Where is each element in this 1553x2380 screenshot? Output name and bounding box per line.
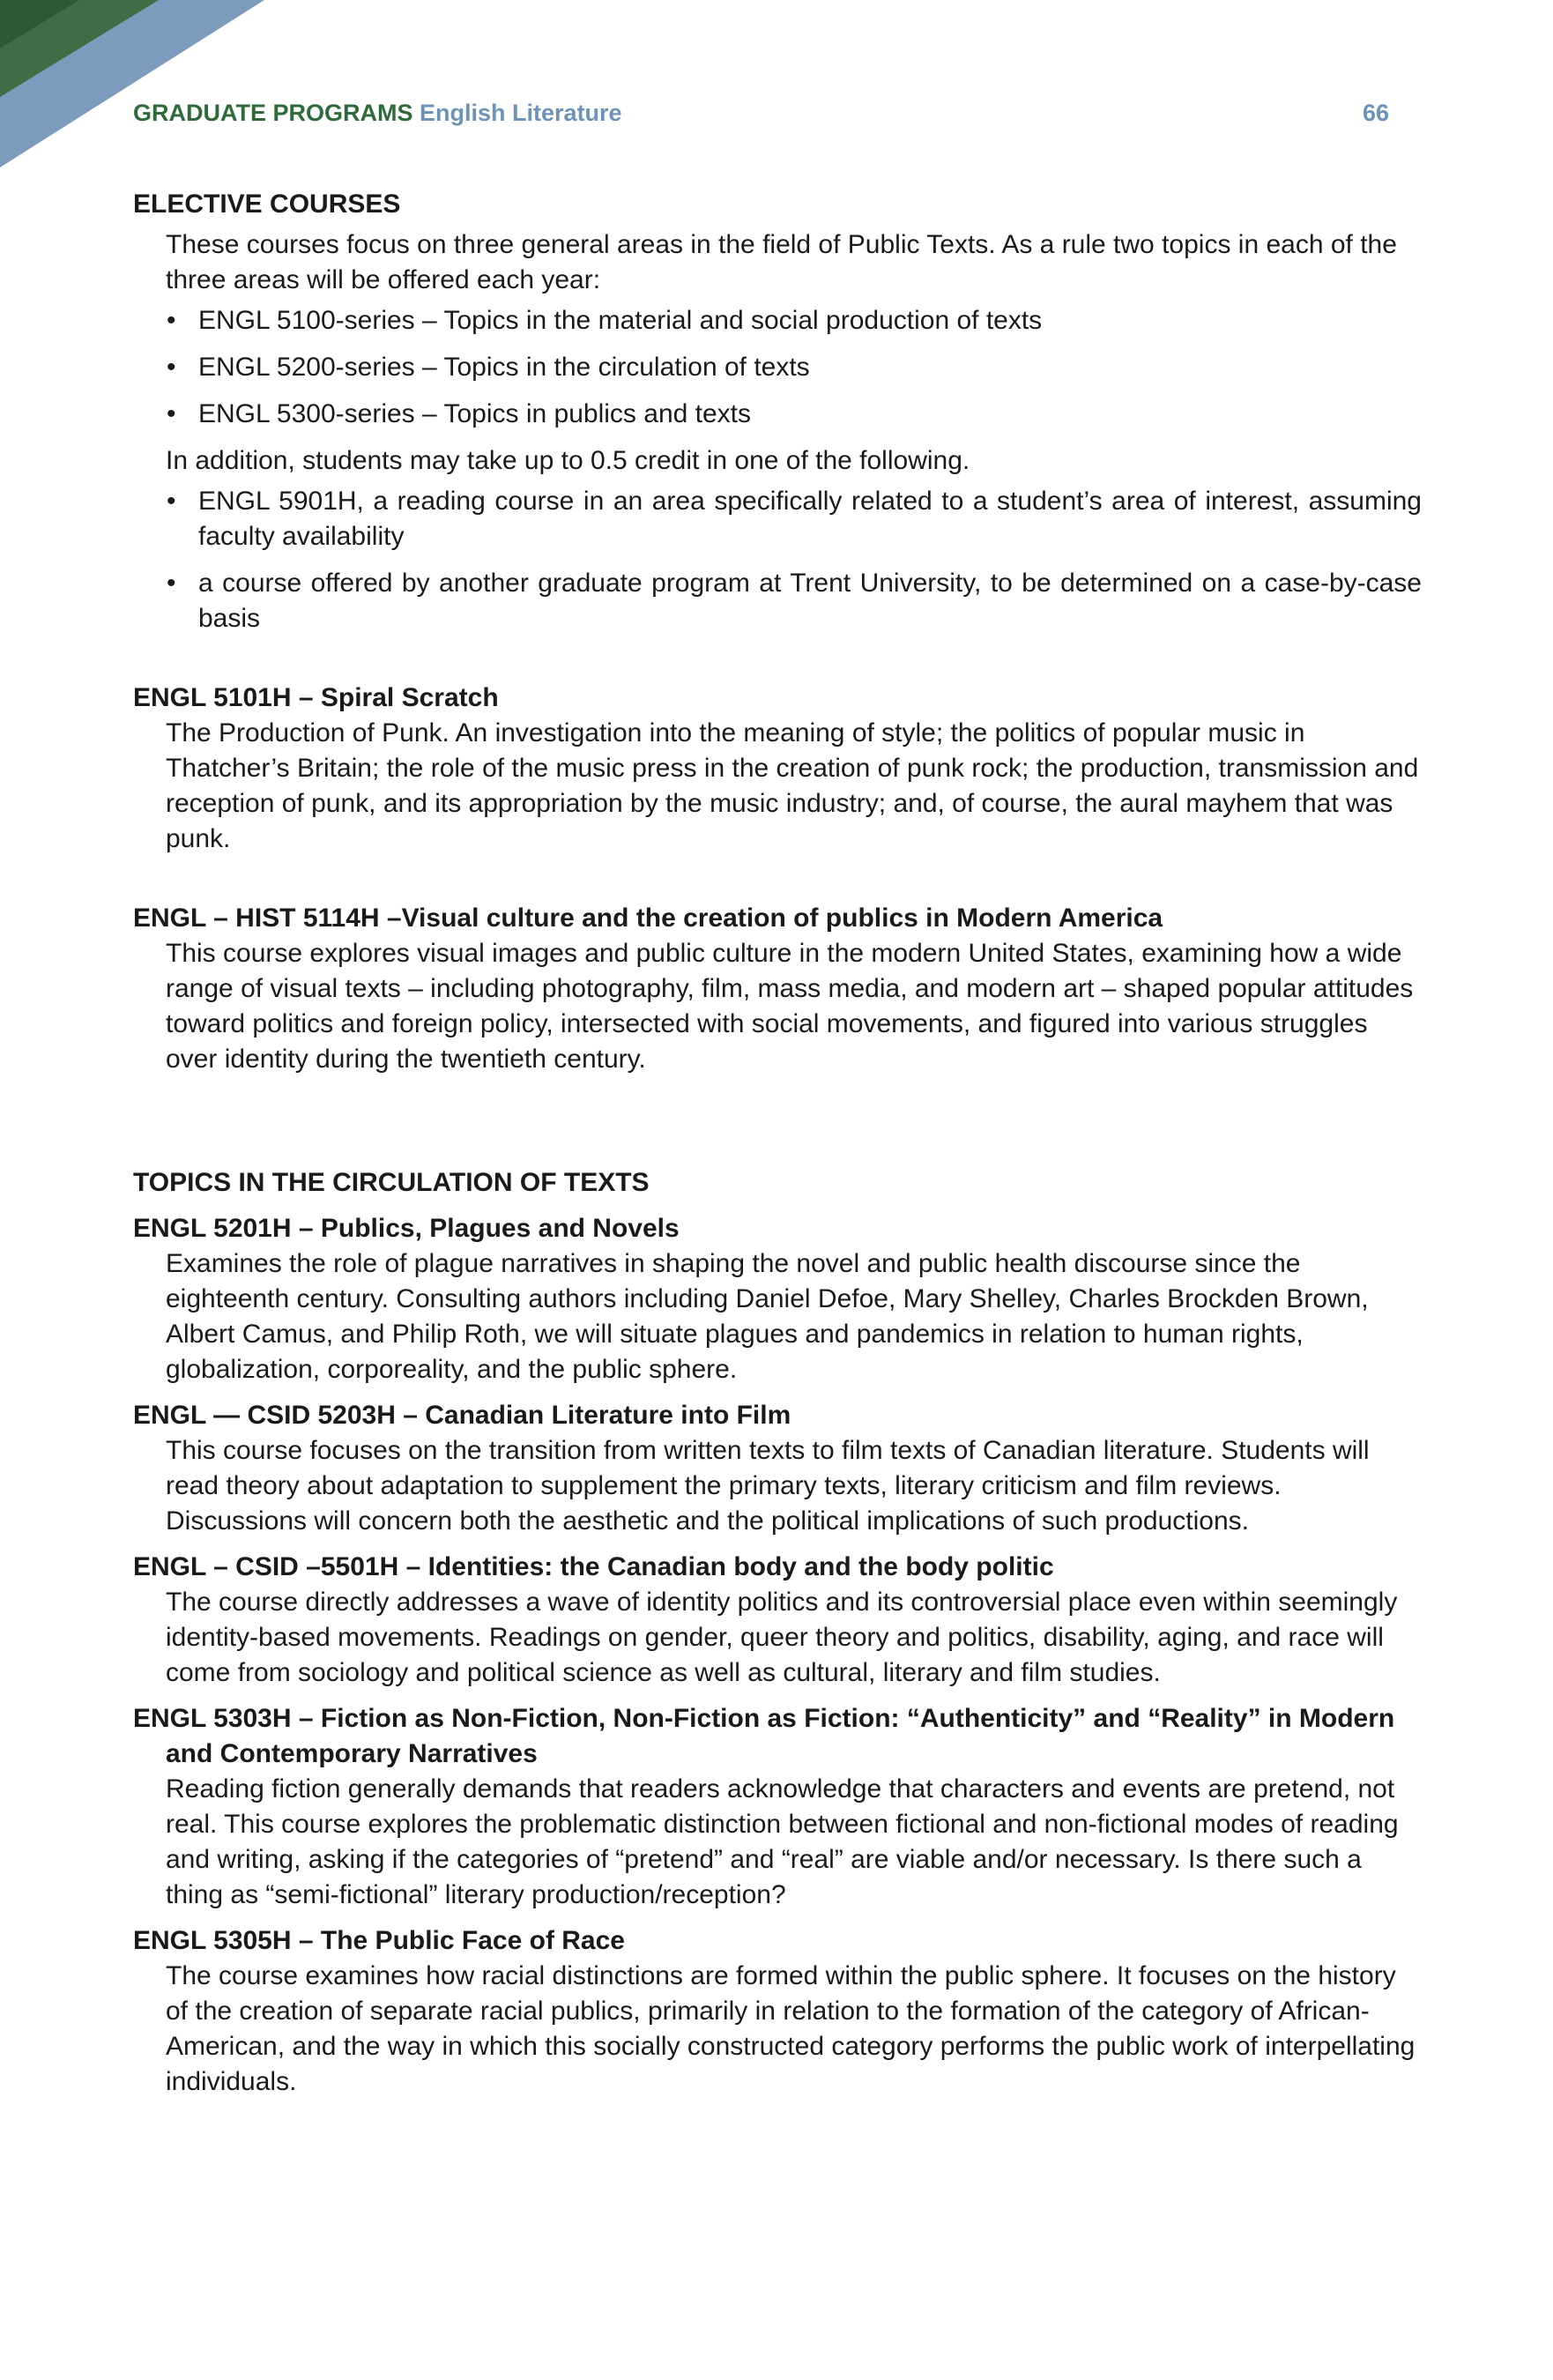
elective-intro: These courses focus on three general areas in the field of Public Texts. As a rule two topics in each of the three areas will be offered each year: <box>166 230 1397 294</box>
course-description: This course focuses on the transition from written texts to film texts of Canadian literature. Students will read theory about adaptation to supplement the primary texts, literary criticism and film reviews. Discussions will concern both the aesthetic and the political implications of such productions. <box>166 1436 1370 1536</box>
header-program: GRADUATE PROGRAMS <box>133 100 413 126</box>
course-description: This course explores visual images and public culture in the modern United States, examining how a wide range of visual texts – including photography, film, mass media, and modern art – shaped popular attitudes toward politics and foreign policy, intersected with social movements, and figured into various struggles over identity during the twentieth century. <box>166 939 1414 1074</box>
page-number: 66 <box>1362 100 1389 126</box>
page-header <box>133 100 1389 127</box>
list-item: • ENGL 5300-series – Topics in publics and texts <box>198 397 1422 432</box>
list-item: • a course offered by another graduate program at Trent University, to be determined on a case-by-case basis <box>198 566 1422 636</box>
course-title: ENGL 5305H – The Public Face of Race <box>133 1926 625 1955</box>
course-title: ENGL – HIST 5114H –Visual culture and the creation of publics in Modern America <box>133 904 1163 933</box>
course-title: ENGL 5303H – Fiction as Non-Fiction, Non-Fiction as Fiction: “Authenticity” and “Reality” in Modern and Contemporary Narratives <box>133 1704 1395 1768</box>
options-list <box>133 484 1422 636</box>
course-title: ENGL — CSID 5203H – Canadian Literature into Film <box>133 1401 791 1430</box>
list-item: • ENGL 5901H, a reading course in an area specifically related to a student’s area of interest, assuming faculty availability <box>198 484 1422 554</box>
list-item: • ENGL 5200-series – Topics in the circulation of texts <box>198 350 1422 385</box>
list-item: • ENGL 5100-series – Topics in the material and social production of texts <box>198 303 1422 338</box>
series-list <box>133 303 1422 432</box>
section-heading-elective: ELECTIVE COURSES <box>133 190 401 219</box>
elective-addition: In addition, students may take up to 0.5 credit in one of the following. <box>166 446 970 475</box>
course-description: The Production of Punk. An investigation into the meaning of style; the politics of popular music in Thatcher’s Britain; the role of the music press in the creation of punk rock; the production, transmission and reception of punk, and its appropriation by the music industry; and, of course, the aural mayhem that was punk. <box>166 718 1419 853</box>
course-description: Examines the role of plague narratives in shaping the novel and public health discourse since the eighteenth century. Consulting authors including Daniel Defoe, Mary Shelley, Charles Brockden Brown, Albert Camus, and Philip Roth, we will situate plagues and pandemics in relation to human rights, globalization, corporeality, and the public sphere. <box>166 1249 1369 1384</box>
header-department: English Literature <box>420 100 622 126</box>
course-description: The course directly addresses a wave of identity politics and its controversial place even within seemingly identity-based movements. Readings on gender, queer theory and politics, disability, aging, and race will come from sociology and political science as well as cultural, literary and film studies. <box>166 1588 1398 1687</box>
corner-decoration <box>0 0 264 167</box>
page-content <box>133 187 1422 2100</box>
course-title: ENGL 5201H – Publics, Plagues and Novels <box>133 1214 680 1243</box>
course-title: ENGL 5101H – Spiral Scratch <box>133 683 499 712</box>
course-description: Reading fiction generally demands that readers acknowledge that characters and events are pretend, not real. This course explores the problematic distinction between fictional and non-fictional modes of reading and writing, asking if the categories of “pretend” and “real” are viable and/or necessary. Is there such a thing as “semi-fictional” literary production/reception? <box>166 1774 1399 1909</box>
course-title: ENGL – CSID –5501H – Identities: the Canadian body and the body politic <box>133 1552 1054 1581</box>
section-heading-circulation: TOPICS IN THE CIRCULATION OF TEXTS <box>133 1168 650 1197</box>
course-description: The course examines how racial distinctions are formed within the public sphere. It focuses on the history of the creation of separate racial publics, primarily in relation to the formation of the category of African-American, and the way in which this socially constructed category performs the public work of interpellating individuals. <box>166 1961 1416 2096</box>
